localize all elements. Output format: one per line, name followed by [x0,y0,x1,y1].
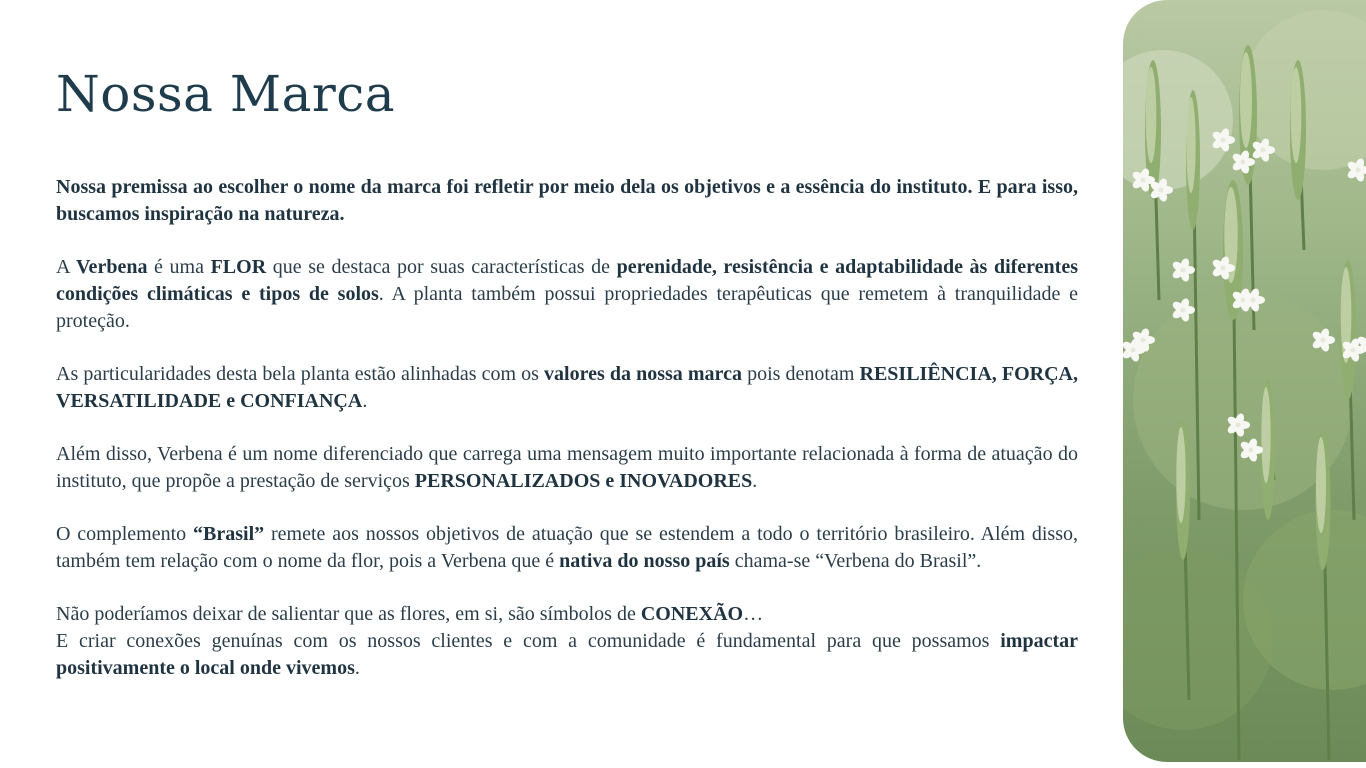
emphasis-text: RESILIÊNCIA, FORÇA, VERSATILIDADE e CONFIANÇA [56,363,1078,412]
bud-highlight [1291,67,1302,163]
emphasis-text: “Brasil” [193,523,265,545]
text-segment: é uma [147,256,211,278]
paragraph [56,601,1078,682]
text-segment: que se destaca por suas características de [266,256,617,278]
emphasis-text: nativa do nosso país [559,550,730,572]
text-segment: . [362,390,368,412]
paragraph [56,361,1078,415]
emphasis-text: perenidade, resistência e adaptabilidade às diferentes condições climáticas e tipos de solos [56,256,1079,305]
bud-highlight [1316,437,1326,533]
emphasis-text: valores da nossa marca [544,363,742,385]
bud-highlight [1240,52,1252,148]
bud-highlight [1146,67,1157,163]
text-segment: chama-se “Verbena do Brasil”. [729,550,982,572]
text-segment: . [354,657,360,679]
bud-highlight [1176,427,1185,523]
flower-center [1141,178,1146,183]
text-segment: A [56,256,76,278]
flower-center [1251,298,1256,303]
text-segment: As particularidades desta bela planta estão alinhadas com os [56,363,545,385]
flower-center [1351,348,1356,353]
flower-center [1141,338,1146,343]
flower-center [1249,448,1254,453]
text-segment: pois denotam [741,363,860,385]
background-blur [1123,50,1233,190]
flower-center [1221,138,1226,143]
text-segment: O complemento [56,523,194,545]
flower-center [1321,338,1326,343]
text-segment: E criar conexões genuínas com os nossos clientes e com a comunidade é fundamental para que possamos [56,630,1001,652]
flower-center [1159,188,1164,193]
emphasis-text: impactar positivamente o local onde vivemos [56,630,1078,679]
paragraph [56,521,1078,575]
text-segment: remete aos nossos objetivos de atuação que se estendem a todo o território brasileiro. Além disso, também tem relação com o nome da flor, pois a Verbena que é [56,523,1078,572]
page-title: Nossa Marca [56,65,396,123]
flower-center [1181,308,1186,313]
verbena-flowers-photo [1123,0,1366,762]
paragraph [56,254,1078,335]
flower-center [1241,160,1246,165]
flower-illustration [1123,0,1366,762]
text-segment: . A planta também possui propriedades terapêuticas que remetem à tranquilidade e proteção. [56,283,1078,332]
emphasis-text: FLOR [210,256,267,278]
flower-center [1221,266,1226,271]
text-segment: Além disso, Verbena é um nome diferenciado que carrega uma mensagem muito importante relacionada à forma de atuação do instituto, que propõe a prestação de serviços [56,443,1078,492]
flower-center [1356,168,1361,173]
emphasis-text: PERSONALIZADOS e INOVADORES [414,470,753,492]
paragraph [56,174,1078,228]
emphasis-text: Nossa premissa ao escolher o nome da marca foi refletir por meio dela os objetivos e a essência do instituto. E para isso, buscamos inspiração na natureza. [56,176,1078,225]
flower-center [1181,268,1186,273]
paragraph [56,441,1078,495]
text-segment: . [752,470,758,492]
flower-center [1261,148,1266,153]
emphasis-text: CONEXÃO [640,603,744,625]
bud-highlight [1186,97,1195,193]
text-segment: … [743,603,764,625]
body-text [56,174,1078,708]
flower-center [1236,423,1241,428]
emphasis-text: Verbena [75,256,148,278]
bud-highlight [1261,387,1270,483]
flower-center [1131,348,1136,353]
text-segment: Não poderíamos deixar de salientar que as flores, em si, são símbolos de [56,603,641,625]
